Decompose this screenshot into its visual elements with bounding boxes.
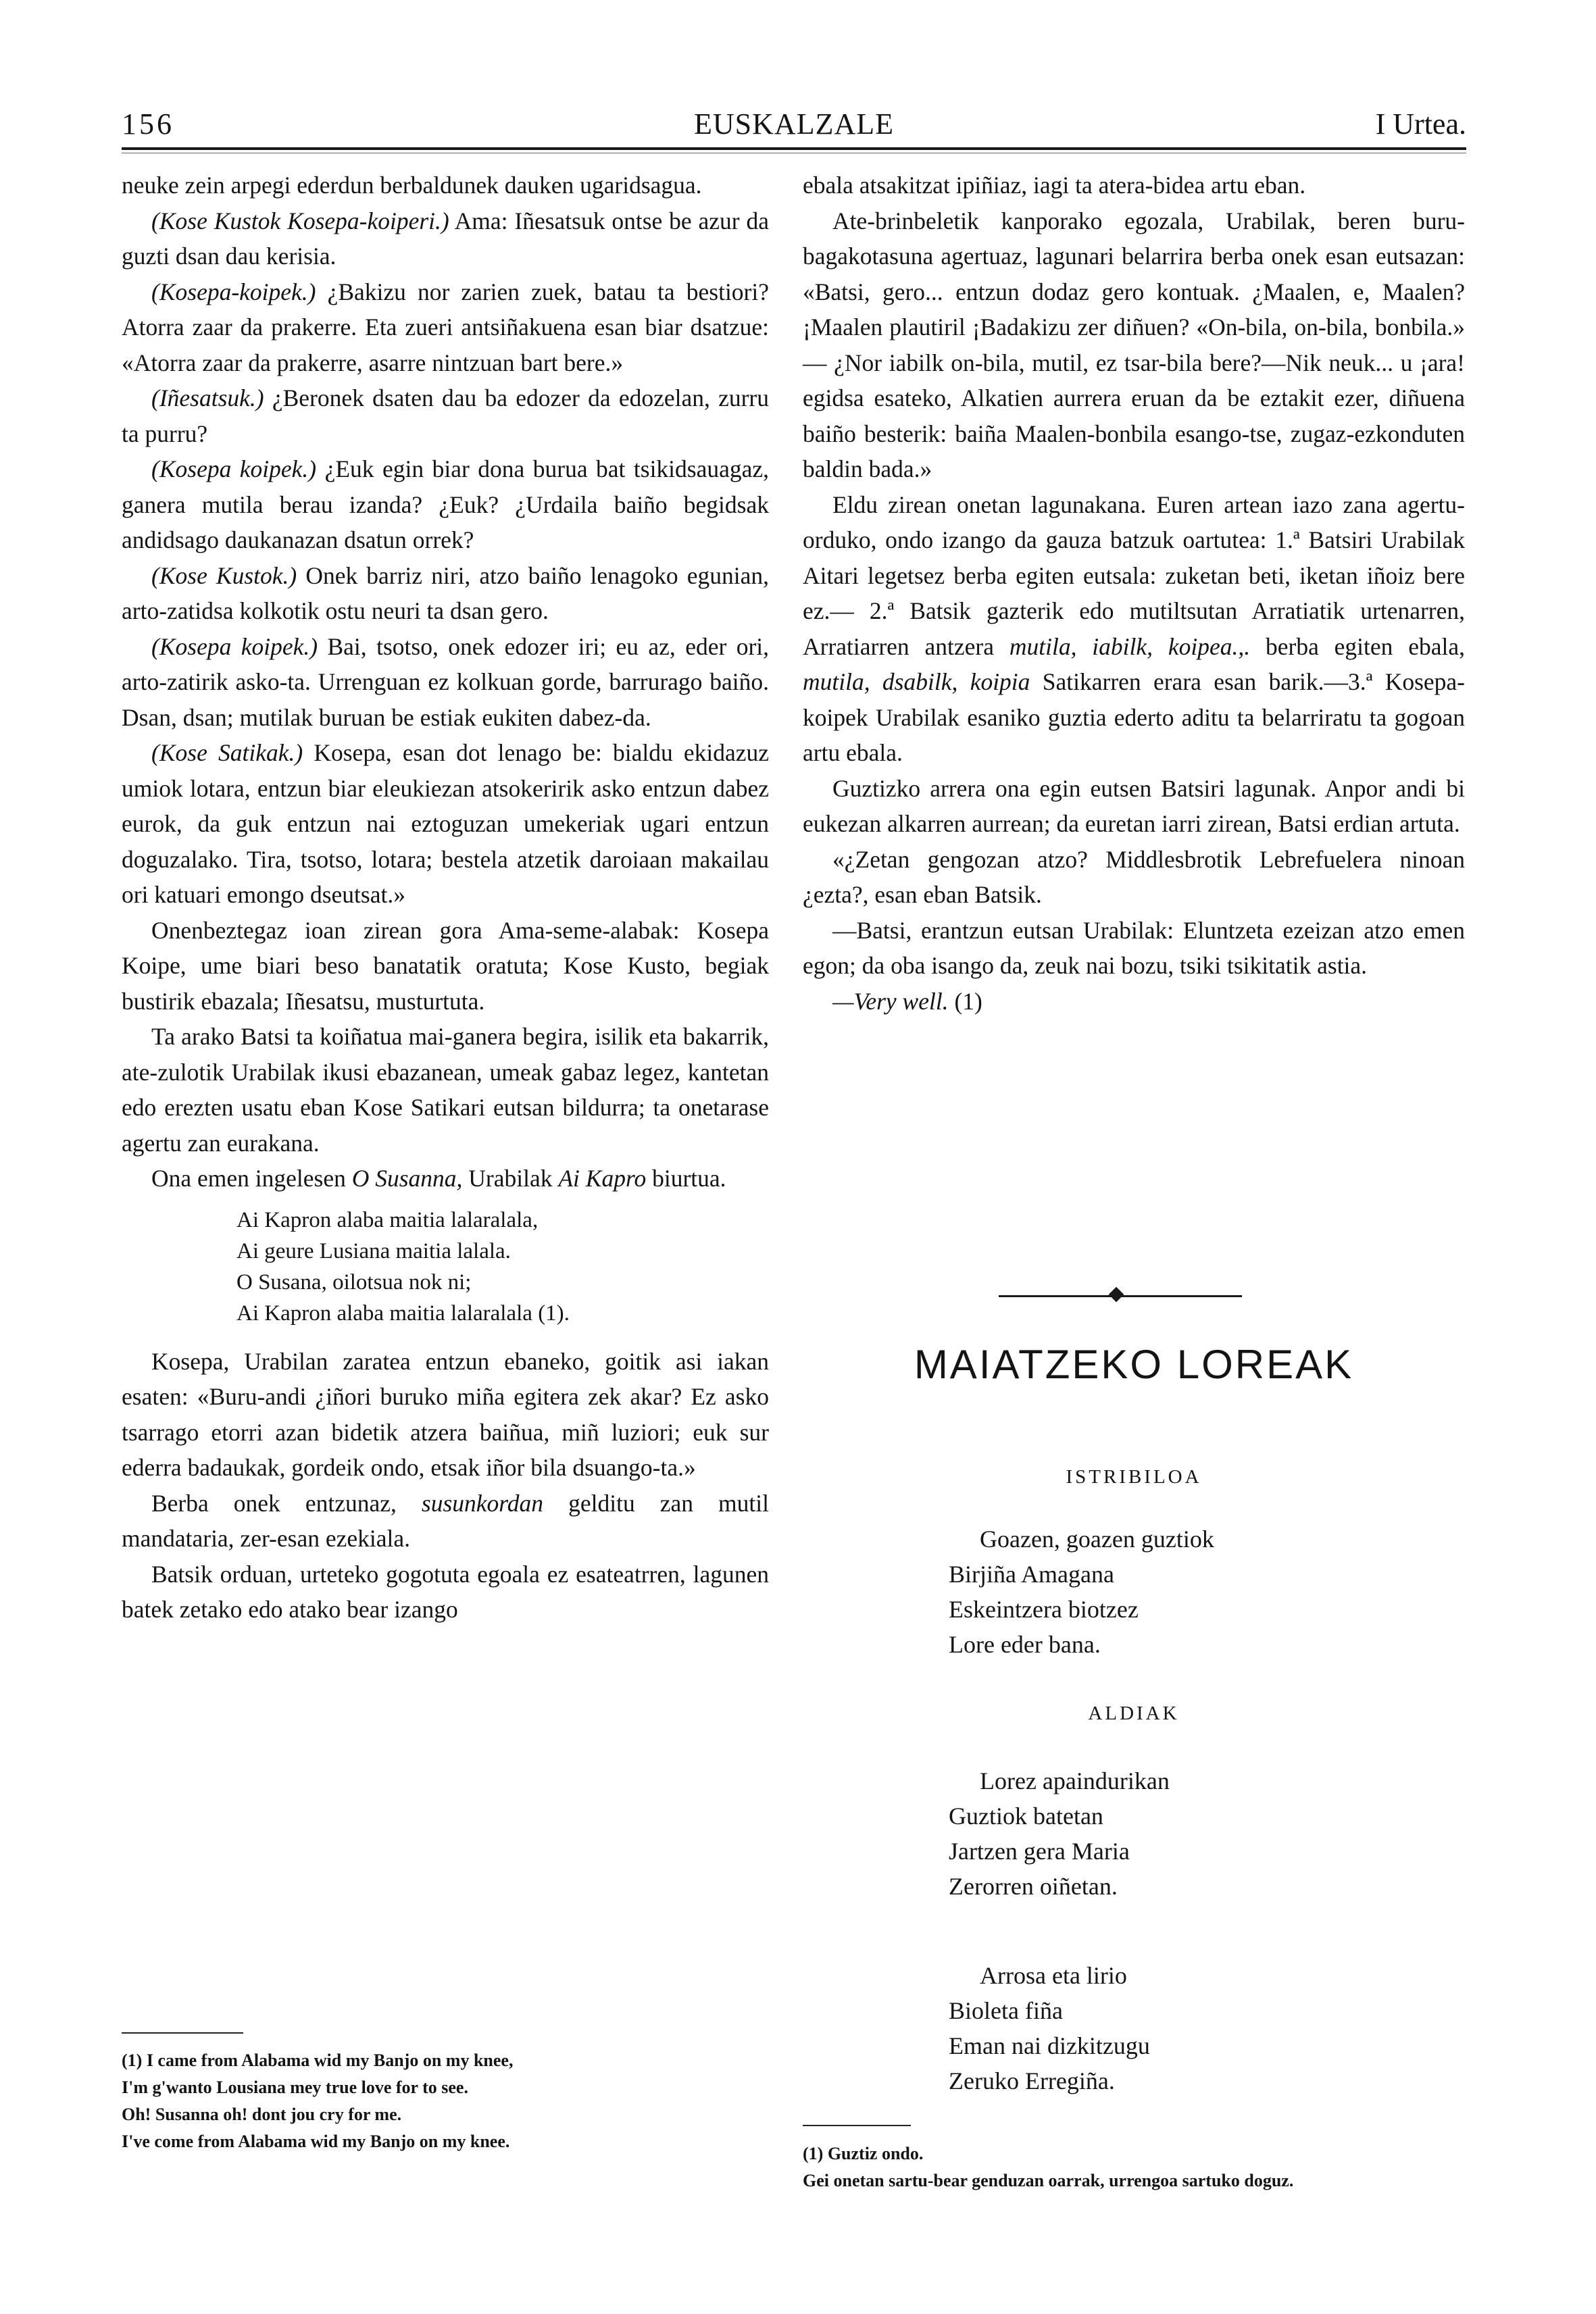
footnote-right <box>803 2140 1465 2194</box>
paragraph: ebala atsakitzat ipiñiaz, iagi ta atera-bidea artu eban. <box>803 172 1306 199</box>
poem-stanza <box>949 1763 1170 1904</box>
dialogue-paragraph: (Kosepa koipek.) Bai, tsotso, onek edozer iri; eu az, eder ori, arto-zatirik asko-ta. Urrenguan ez kolkuan gorde, barrurago baiño. Dsan, dsan; mutilak buruan be estiak eukiten dabez-da. <box>122 632 770 731</box>
speaker-label: (Iñesatsuk.) <box>151 384 264 411</box>
speaker-label: (Kosepa koipek.) <box>151 632 318 660</box>
footnote-line: Oh! Susanna oh! dont jou cry for me. <box>122 2105 402 2124</box>
page-header <box>122 107 1466 149</box>
footnote-left <box>122 2047 769 2155</box>
poem-line: Lorez apaindurikan <box>980 1767 1170 1794</box>
footnote-line: I've come from Alabama wid my Banjo on my knee. <box>122 2132 510 2151</box>
footnote-line: I'm g'wanto Lousiana mey true love for to see. <box>122 2078 468 2097</box>
closing-line: —Very well. (1) <box>832 987 982 1015</box>
year-label: I Urtea. <box>1375 107 1466 141</box>
paragraph: Eldu zirean onetan lagunakana. Euren artean iazo zana agertu-orduko, ondo izango da gauza batzuk oartutea: 1.ª Batsiri Urabilak Aitari legetsez berba egiten eutsala: zuketan beti, iketan iñoiz bere ez.— 2.ª Batsik gazterik edo mutiltsutan Arratiatik urtenarren, Arratiarren antzera mutila, iabilk, koipea.,. berba egiten ebala, mutila, dsabilk, koipia Satikarren erara esan barik.—3.ª Kosepa-koipek Urabilak esaniko guztia ederto aditu ta belarriratu ta gogoan artu ebala. <box>803 491 1466 766</box>
diamond-ornament-icon <box>1109 1287 1124 1303</box>
footnote-line: Gei onetan sartu-bear genduzan oarrak, urrengoa sartuko doguz. <box>803 2171 1294 2190</box>
page-number: 156 <box>122 107 174 141</box>
dialogue-paragraph: (Kosepa koipek.) ¿Euk egin biar dona burua bat tsikidsauagaz, ganera mutila berau izanda? ¿Euk? ¿Urdaila baiño begidsak andidsago daukanazan dsatun orrek? <box>122 455 770 553</box>
paragraph: Kosepa, Urabilan zaratea entzun ebaneko, goitik asi iakan esaten: «Buru-andi ¿iñori buruko miña egitera zek akar? Ez asko tsarrago etorri azan bidetik atzera baiñua, miñ luziori; euk sur ederra badaukak, gordeik ondo, etsak iñor bila dsuango-ta.» <box>122 1347 769 1481</box>
header-rule <box>122 147 1466 150</box>
paragraph: —Batsi, erantzun eutsan Urabilak: Eluntzeta ezeizan atzo emen egon; da oba isango da, zeuk nai bozu, tsiki tsikitatik astia. <box>803 916 1465 979</box>
paragraph: neuke zein arpegi ederdun berbaldunek dauken ugaridsagua. <box>122 172 702 199</box>
poem-line: Eman nai dizkitzugu <box>949 2032 1150 2059</box>
journal-title: EUSKALZALE <box>694 107 894 141</box>
speaker-label: (Kose Kustok.) <box>151 561 297 589</box>
dialogue-paragraph: (Kose Kustok Kosepa-koiperi.) Ama: Iñesatsuk ontse be azur da guzti dsan dau kerisia. <box>122 207 769 270</box>
poem-stanza <box>949 1521 1214 1662</box>
verse-line: Ai Kapron alaba maitia lalaralala (1). <box>236 1301 570 1326</box>
poem-line: Bioleta fiña <box>949 1997 1063 2024</box>
paragraph: Guztizko arrera ona egin eutsen Batsiri lagunak. Anpor andi bi eukezan alkarren aurrean; da euretan iarri zirean, Batsi erdian artuta. <box>803 774 1465 837</box>
section-ornament <box>999 1289 1242 1303</box>
verse-line: O Susana, oilotsua nok ni; <box>236 1269 472 1294</box>
right-column <box>803 168 1465 1019</box>
footnote-line: (1) I came from Alabama wid my Banjo on my knee, <box>122 2051 514 2070</box>
poem-line: Guztiok batetan <box>949 1803 1103 1830</box>
paragraph: Batsik orduan, urteteko gogotuta egoala ez esateatrren, lagunen batek zetako edo atako bear izango <box>122 1560 769 1623</box>
poem-line: Eskeintzera biotzez <box>949 1596 1139 1623</box>
poem-line: Zeruko Erregiña. <box>949 2067 1115 2094</box>
poem-line: Lore eder bana. <box>949 1631 1101 1658</box>
left-column <box>122 168 769 1628</box>
song-verse <box>236 1205 769 1329</box>
poem-subtitle: ISTRIBILOA <box>1066 1466 1202 1488</box>
paragraph: Berba onek entzunaz, susunkordan gelditu zan mutil mandataria, zer-esan ezekiala. <box>122 1489 770 1552</box>
paragraph: Ate-brinbeletik kanporako egozala, Urabilak, beren buru-bagakotasuna agertuaz, lagunari belarrira berba onek esan eutsazan: «Batsi, gero... entzun dodaz gero kontuak. ¿Maalen, e, Maalen? ¡Maalen plautiril ¡Badakizu zer diñuen? «On-bila, on-bila, bonbila.» — ¿Nor iabilk on-bila, mutil, ez tsar-bila bere?—Nik neuk... u ¡ara! egidsa esateko, Alkatien aurrera eruan da be eztakit ezer, diñuena baiño besterik: baiña Maalen-bonbila esango-tse, zugaz-ezkonduten baldin bada.» <box>803 207 1465 482</box>
speaker-label: (Kose Kustok Kosepa-koiperi.) <box>151 207 449 234</box>
speaker-label: (Kose Satikak.) <box>151 739 303 766</box>
paragraph: Ta arako Batsi ta koiñatua mai-ganera begira, isilik eta bakarrik, ate-zulotik Urabilak ikusi ebazanean, umeak gabaz legez, kantetan edo erezten usatu eban Kose Satikari eutsan bildurra; ta onetarase agertu zan eurakana. <box>122 1023 769 1157</box>
verse-line: Ai geure Lusiana maitia lalala. <box>236 1238 511 1263</box>
dialogue-paragraph: (Kosepa-koipek.) ¿Bakizu nor zarien zuek, batau ta bestiori? Atorra zaar da prakerre. Eta zueri antsiñakuena esan biar dsatzue: «Atorra zaar da prakerre, asarre nintzuan bart bere.» <box>122 278 769 376</box>
poem-line: Zerorren oiñetan. <box>949 1873 1118 1900</box>
paragraph: «¿Zetan gengozan atzo? Middlesbrotik Lebrefuelera ninoan ¿ezta?, esan eban Batsik. <box>803 845 1465 908</box>
poem-line: Goazen, goazen guztiok <box>980 1526 1214 1553</box>
poem-stanza <box>949 1958 1150 2098</box>
paragraph: Ona emen ingelesen O Susanna, Urabilak Ai Kapro biurtua. <box>151 1165 726 1192</box>
paragraph: Onenbeztegaz ioan zirean gora Ama-seme-alabak: Kosepa Koipe, ume biari beso banatatik oratuta; Kose Kusto, begiak bustirik ebazala; Iñesatsu, musturtuta. <box>122 916 769 1015</box>
speaker-label: (Kosepa-koipek.) <box>151 278 316 305</box>
poem-line: Jartzen gera Maria <box>949 1838 1130 1865</box>
poem-line: Arrosa eta lirio <box>980 1962 1127 1989</box>
footnote-line: (1) Guztiz ondo. <box>803 2144 924 2163</box>
poem-section-heading: ALDIAK <box>1088 1703 1180 1724</box>
dialogue-paragraph: (Kose Satikak.) Kosepa, esan dot lenago be: bialdu ekidazuz umiok lotara, entzun biar eleukiezan atsokeririk asko entzun dabez eurok, da guk entzun nai eztoguzan umekeriak ugari entzun doguzalako. Tira, tsotso, lotara; bestela atzetik daroiaan makailau ori katuari emongo dseutsat.» <box>122 739 770 908</box>
dialogue-paragraph: (Kose Kustok.) Onek barriz niri, atzo baiño lenagoko egunian, arto-zatidsa kolkotik ostu neuri ta dsan gero. <box>122 561 770 624</box>
dialogue-paragraph: (Iñesatsuk.) ¿Beronek dsaten dau ba edozer da edozelan, zurru ta purru? <box>122 384 770 447</box>
poem-line: Birjiña Amagana <box>949 1561 1114 1588</box>
footnote-rule <box>122 2032 243 2034</box>
footnote-rule <box>803 2125 911 2126</box>
verse-line: Ai Kapron alaba maitia lalaralala, <box>236 1207 539 1232</box>
poem-title: MAIATZEKO LOREAK <box>914 1342 1354 1387</box>
speaker-label: (Kosepa koipek.) <box>151 455 317 482</box>
